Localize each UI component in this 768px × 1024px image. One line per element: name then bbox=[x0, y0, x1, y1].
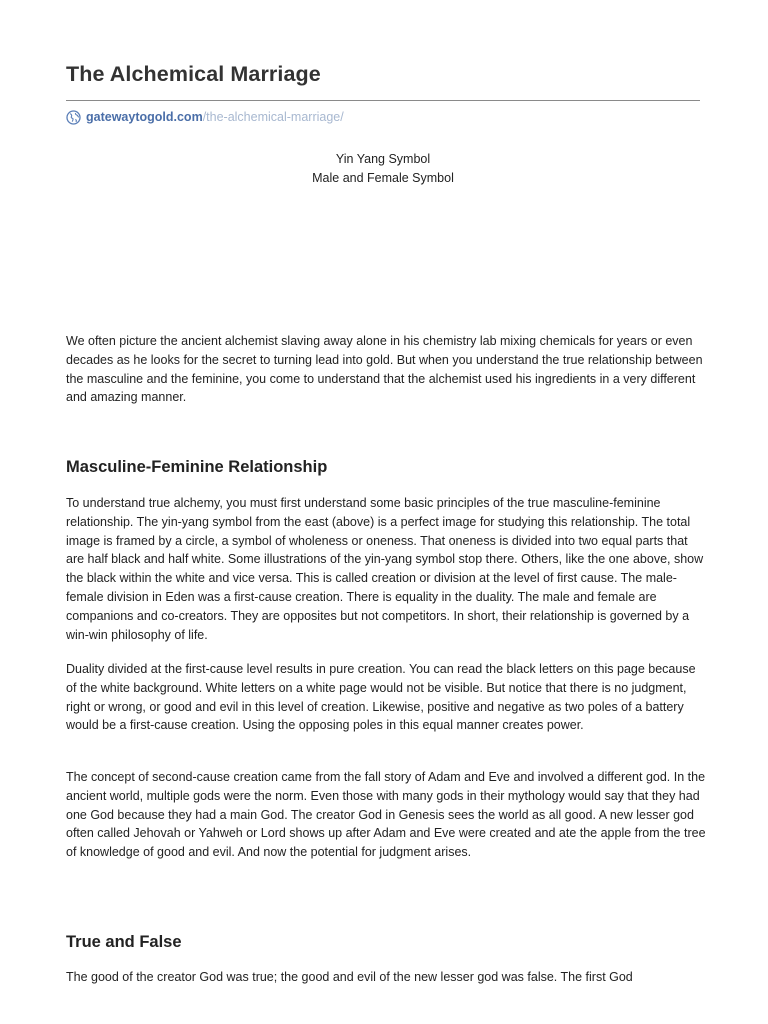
section-heading-true-false: True and False bbox=[66, 933, 182, 951]
section-heading-masculine-feminine: Masculine-Feminine Relationship bbox=[66, 458, 328, 476]
paragraph: To understand true alchemy, you must first understand some basic principles of the true masculine-feminine relationship. The yin-yang symbol from the east (above) is a perfect image for studying this relationship. The total image is framed by a circle, a symbol of wholeness or oneness. That oneness is divided into two equal parts that are half black and half white. Some illustrations of the yin-yang symbol stop there. Others, like the one above, show the black within the white and vice versa. This is called creation or division at the level of first cause. The male-female division in Eden was a first-cause creation. There is equality in the duality. The male and female are companions and co-creators. They are opposites but not competitors. In short, their relationship is governed by a win-win philosophy of life. bbox=[66, 496, 704, 642]
intro-paragraph: We often picture the ancient alchemist slaving away alone in his chemistry lab mixing chemicals for years or even decades as he looks for the secret to turning lead into gold. But when you understand the true relationship between the masculine and the feminine, you come to understand that the alchemist used his ingredients in a very different and amazing manner. bbox=[66, 334, 703, 405]
paragraph: The good of the creator God was true; the good and evil of the new lesser god was false. The first God bbox=[66, 970, 633, 984]
source-path[interactable]: /the-alchemical-marriage/ bbox=[202, 110, 344, 124]
title-divider bbox=[66, 100, 700, 101]
image-caption bbox=[66, 150, 700, 188]
paragraph: Duality divided at the first-cause level results in pure creation. You can read the black letters on this page because of the white background. White letters on a white page would not be visible. But notice that there is no judgment, right or wrong, or good and evil in this level of creation. Likewise, positive and negative as two poles of a battery would be a first-cause creation. Using the opposing poles in this equal manner creates power. bbox=[66, 662, 696, 733]
source-link[interactable] bbox=[66, 108, 344, 126]
caption-line-2: Male and Female Symbol bbox=[312, 171, 454, 185]
page-title: The Alchemical Marriage bbox=[66, 62, 321, 86]
paragraph: The concept of second-cause creation came from the fall story of Adam and Eve and involved a different god. In the ancient world, multiple gods were the norm. Even those with many gods in their mythology would say that they had one God because they had a main God. The creator God in Genesis sees the world as all good. A new lesser god often called Jehovah or Yahweh or Lord shows up after Adam and Eve were created and ate the apple from the tree of knowledge of good and evil. And now the potential for judgment arises. bbox=[66, 770, 706, 860]
caption-line-1: Yin Yang Symbol bbox=[335, 152, 431, 166]
source-domain[interactable]: gatewaytogold.com bbox=[86, 110, 203, 124]
globe-icon bbox=[66, 110, 81, 125]
